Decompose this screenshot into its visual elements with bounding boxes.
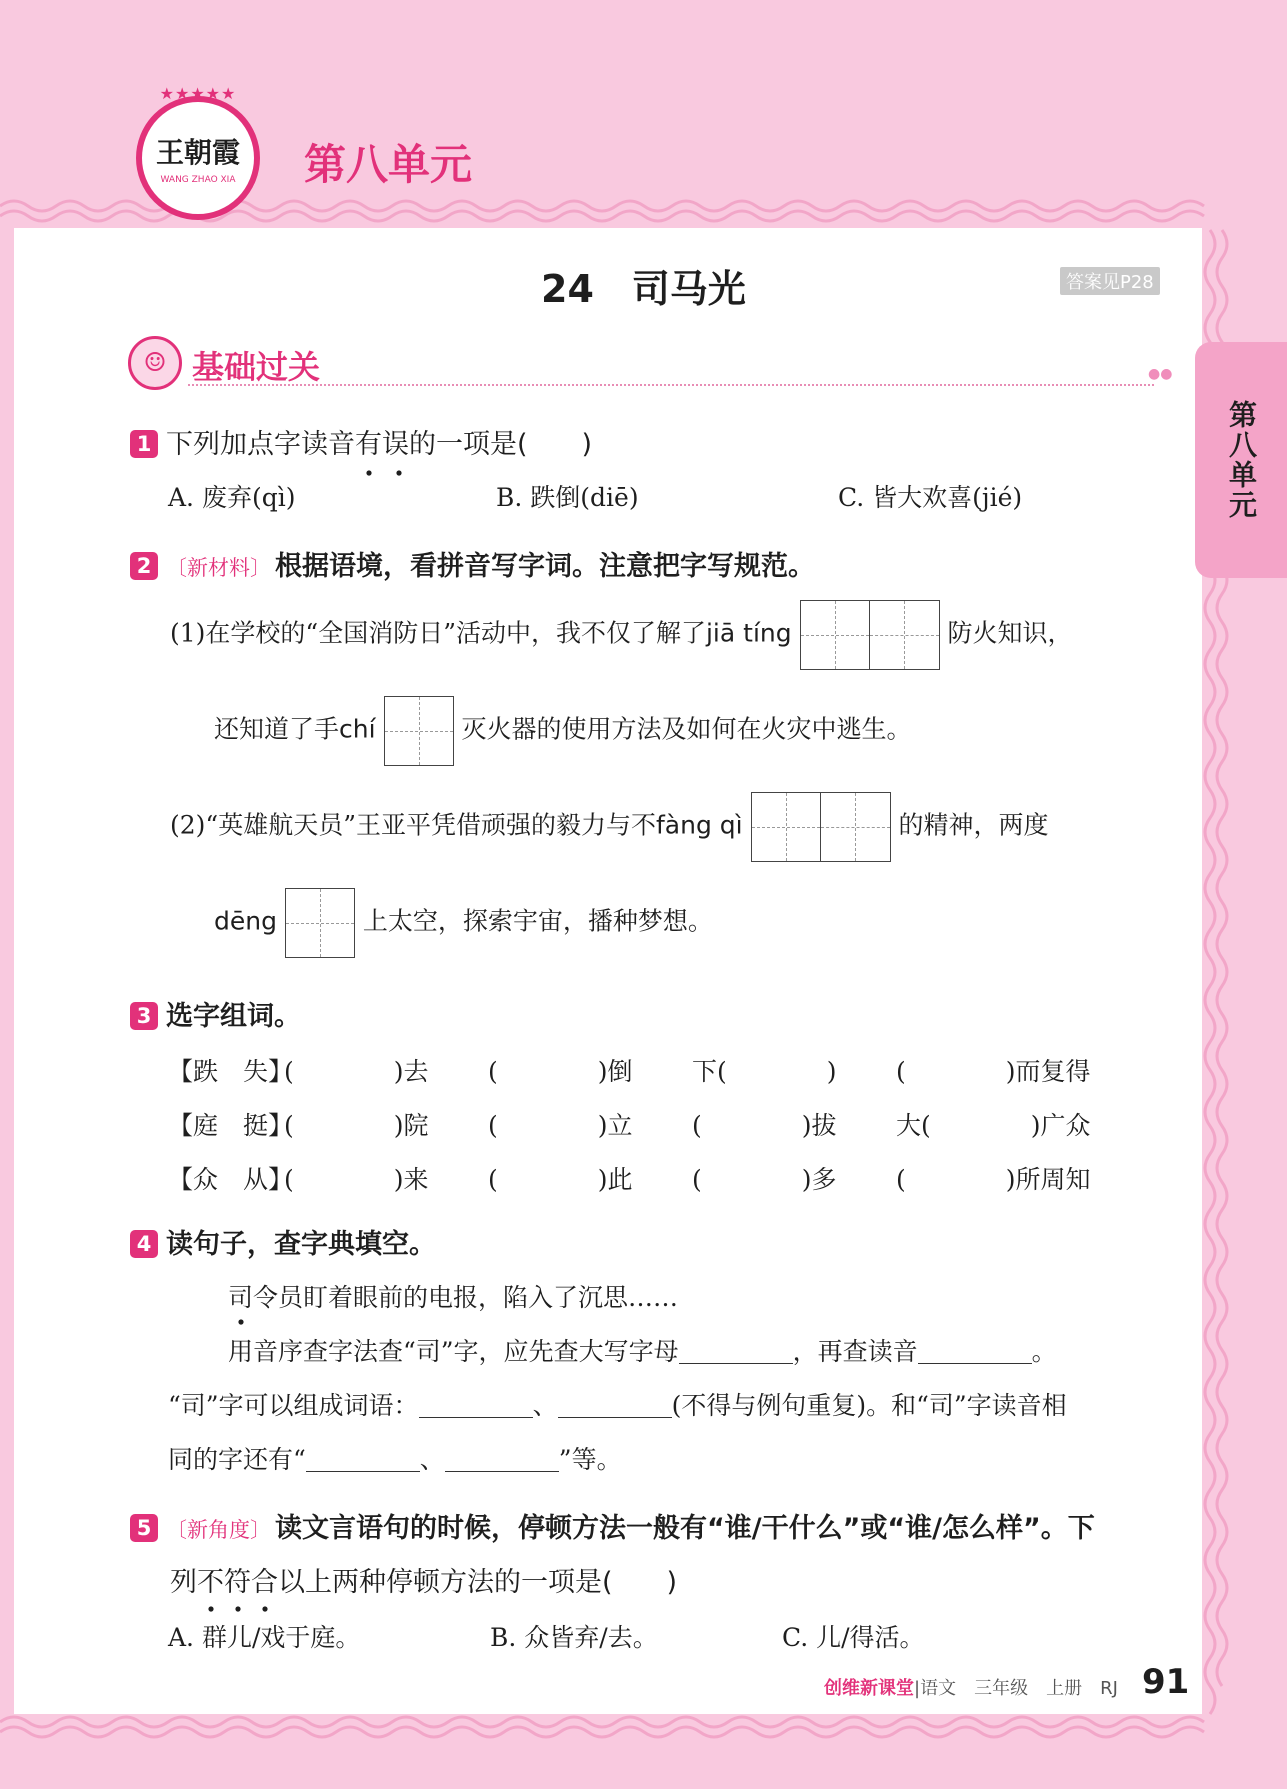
q4-sentence: 司令员盯着眼前的电报，陷入了沉思……	[228, 1283, 679, 1312]
writing-box[interactable]	[800, 600, 870, 670]
q3-row-2-c4[interactable]: 大( )广众	[896, 1111, 1091, 1140]
text-segment: ”等。	[558, 1445, 622, 1474]
answer-blank[interactable]	[558, 1393, 672, 1418]
pinyin: chí	[339, 714, 376, 744]
q1-option-c: C. 皆大欢喜(jié)	[838, 483, 1023, 512]
text-segment: 还知道了手	[214, 714, 340, 744]
publisher-logo	[136, 84, 260, 220]
q4-line-3	[168, 1386, 1067, 1422]
side-unit-tab	[1195, 342, 1287, 578]
question-4	[130, 1222, 436, 1261]
writing-box[interactable]	[821, 792, 891, 862]
q3-row-3-c4[interactable]: ( )所周知	[896, 1165, 1091, 1194]
question-number: 1	[130, 430, 158, 458]
q4-line-2	[228, 1332, 1057, 1368]
text-segment: “司”字可以组成词语：	[168, 1391, 419, 1420]
q4-line-4	[168, 1440, 622, 1476]
q3-row-1-c2[interactable]: ( )倒	[488, 1057, 633, 1086]
lesson-title: 24 司马光	[541, 267, 746, 311]
q2-paragraph-2-line-1	[170, 792, 1049, 862]
q3-row-3-c3[interactable]: ( )多	[692, 1165, 837, 1194]
q1-option-a: A. 废弃(qì)	[168, 483, 296, 512]
writing-box[interactable]	[384, 696, 454, 766]
q2-paragraph-1-line-2	[214, 696, 911, 766]
logo-text: 王朝霞	[155, 136, 240, 169]
side-tab-label: 第八单元	[1225, 400, 1258, 520]
question-number: 4	[130, 1230, 158, 1258]
text-segment: (1)在学校的“全国消防日”活动中，我不仅了解了	[170, 618, 706, 648]
q3-row-1-c1[interactable]: ( )去	[284, 1057, 429, 1086]
section-divider	[188, 384, 1154, 386]
q5-option-b: B. 众皆弃/去。	[490, 1623, 658, 1652]
q3-row-1-c3[interactable]: 下( )	[692, 1057, 837, 1086]
text-segment: 同的字还有“	[168, 1445, 306, 1474]
page-number: 91	[1142, 1662, 1190, 1702]
section-mascot-icon: ☺	[128, 336, 182, 390]
text-segment: (2)“英雄航天员”王亚平凭借顽强的毅力与不	[170, 810, 656, 840]
question-2	[130, 544, 815, 583]
question-5-line-2: 列不符合以上两种停顿方法的一项是( )	[170, 1567, 678, 1598]
question-number: 5	[130, 1514, 158, 1542]
emphasis-dot	[205, 1598, 275, 1617]
question-1	[130, 422, 592, 461]
q1-option-b: B. 跌倒(diē)	[496, 483, 639, 512]
q5-option-a: A. 群儿/戏于庭。	[168, 1623, 361, 1652]
text-segment: 灭火器的使用方法及如何在火灾中逃生。	[461, 714, 912, 744]
text-segment: 、	[532, 1391, 558, 1420]
answer-blank[interactable]	[679, 1339, 793, 1364]
question-text: 读句子，查字典填空。	[166, 1229, 436, 1260]
section-title: 基础过关	[192, 348, 321, 386]
q2-paragraph-1-line-1	[170, 600, 1073, 670]
footer-subject: 语文 三年级 上册 RJ	[920, 1678, 1118, 1699]
answer-blank[interactable]	[918, 1339, 1032, 1364]
question-text: 根据语境，看拼音写字词。注意把字写规范。	[275, 551, 815, 582]
question-number: 3	[130, 1002, 158, 1030]
footer-info: 创维新课堂|语文 三年级 上册 RJ	[824, 1678, 1118, 1699]
text-segment: 的精神，两度	[898, 810, 1049, 840]
emphasis-dot	[237, 1311, 247, 1330]
q5-option-c: C. 儿/得活。	[782, 1623, 925, 1652]
question-number: 2	[130, 552, 158, 580]
emphasis-dot	[362, 462, 422, 481]
answer-blank[interactable]	[445, 1447, 559, 1472]
footer-brand: 创维新课堂	[824, 1678, 914, 1699]
q3-row-3-c2[interactable]: ( )此	[488, 1165, 633, 1194]
q3-row-1-label: 【跌 失】	[168, 1057, 294, 1086]
q3-row-1-c4[interactable]: ( )而复得	[896, 1057, 1091, 1086]
pinyin: jiā tíng	[705, 618, 792, 648]
q3-row-2-c3[interactable]: ( )拔	[692, 1111, 837, 1140]
question-text: 下列加点字读音有误的一项是( )	[166, 429, 593, 460]
writing-box[interactable]	[285, 888, 355, 958]
pinyin: fàng qì	[655, 810, 743, 840]
text-segment: 、	[419, 1445, 445, 1474]
writing-box[interactable]	[870, 600, 940, 670]
question-tag: 〔新角度〕	[166, 1518, 271, 1542]
question-tag: 〔新材料〕	[166, 556, 271, 580]
q3-row-3-c1[interactable]: ( )来	[284, 1165, 429, 1194]
question-5	[130, 1506, 1095, 1545]
text-segment: 用音序查字法查“司”字，应先查大写字母	[228, 1337, 679, 1366]
pinyin: dēng	[214, 906, 277, 936]
text-segment: (不得与例句重复)。和“司”字读音相	[671, 1391, 1067, 1420]
writing-box[interactable]	[751, 792, 821, 862]
text-segment: 上太空，探索宇宙，播种梦想。	[362, 906, 713, 936]
answer-blank[interactable]	[419, 1393, 533, 1418]
q3-row-2-label: 【庭 挺】	[168, 1111, 294, 1140]
text-segment: 防火知识，	[947, 618, 1073, 648]
text-segment: 。	[1031, 1337, 1057, 1366]
q3-row-2-c1[interactable]: ( )院	[284, 1111, 429, 1140]
q3-row-3-label: 【众 从】	[168, 1165, 294, 1194]
logo-subtext: WANG ZHAO XIA	[160, 175, 236, 185]
q3-row-2-c2[interactable]: ( )立	[488, 1111, 633, 1140]
section-dots-icon: ●●	[1148, 366, 1173, 382]
answer-blank[interactable]	[306, 1447, 420, 1472]
text-segment: ，再查读音	[792, 1337, 918, 1366]
question-text: 选字组词。	[166, 1001, 301, 1032]
question-text: 读文言语句的时候，停顿方法一般有“谁/干什么”或“谁/怎么样”。下	[275, 1513, 1095, 1544]
unit-title: 第八单元	[304, 140, 473, 189]
q2-paragraph-2-line-2	[214, 888, 713, 958]
logo-stars-icon: ★★★★★	[159, 84, 237, 103]
question-3	[130, 994, 301, 1033]
answer-reference: 答案见P28	[1060, 267, 1160, 295]
